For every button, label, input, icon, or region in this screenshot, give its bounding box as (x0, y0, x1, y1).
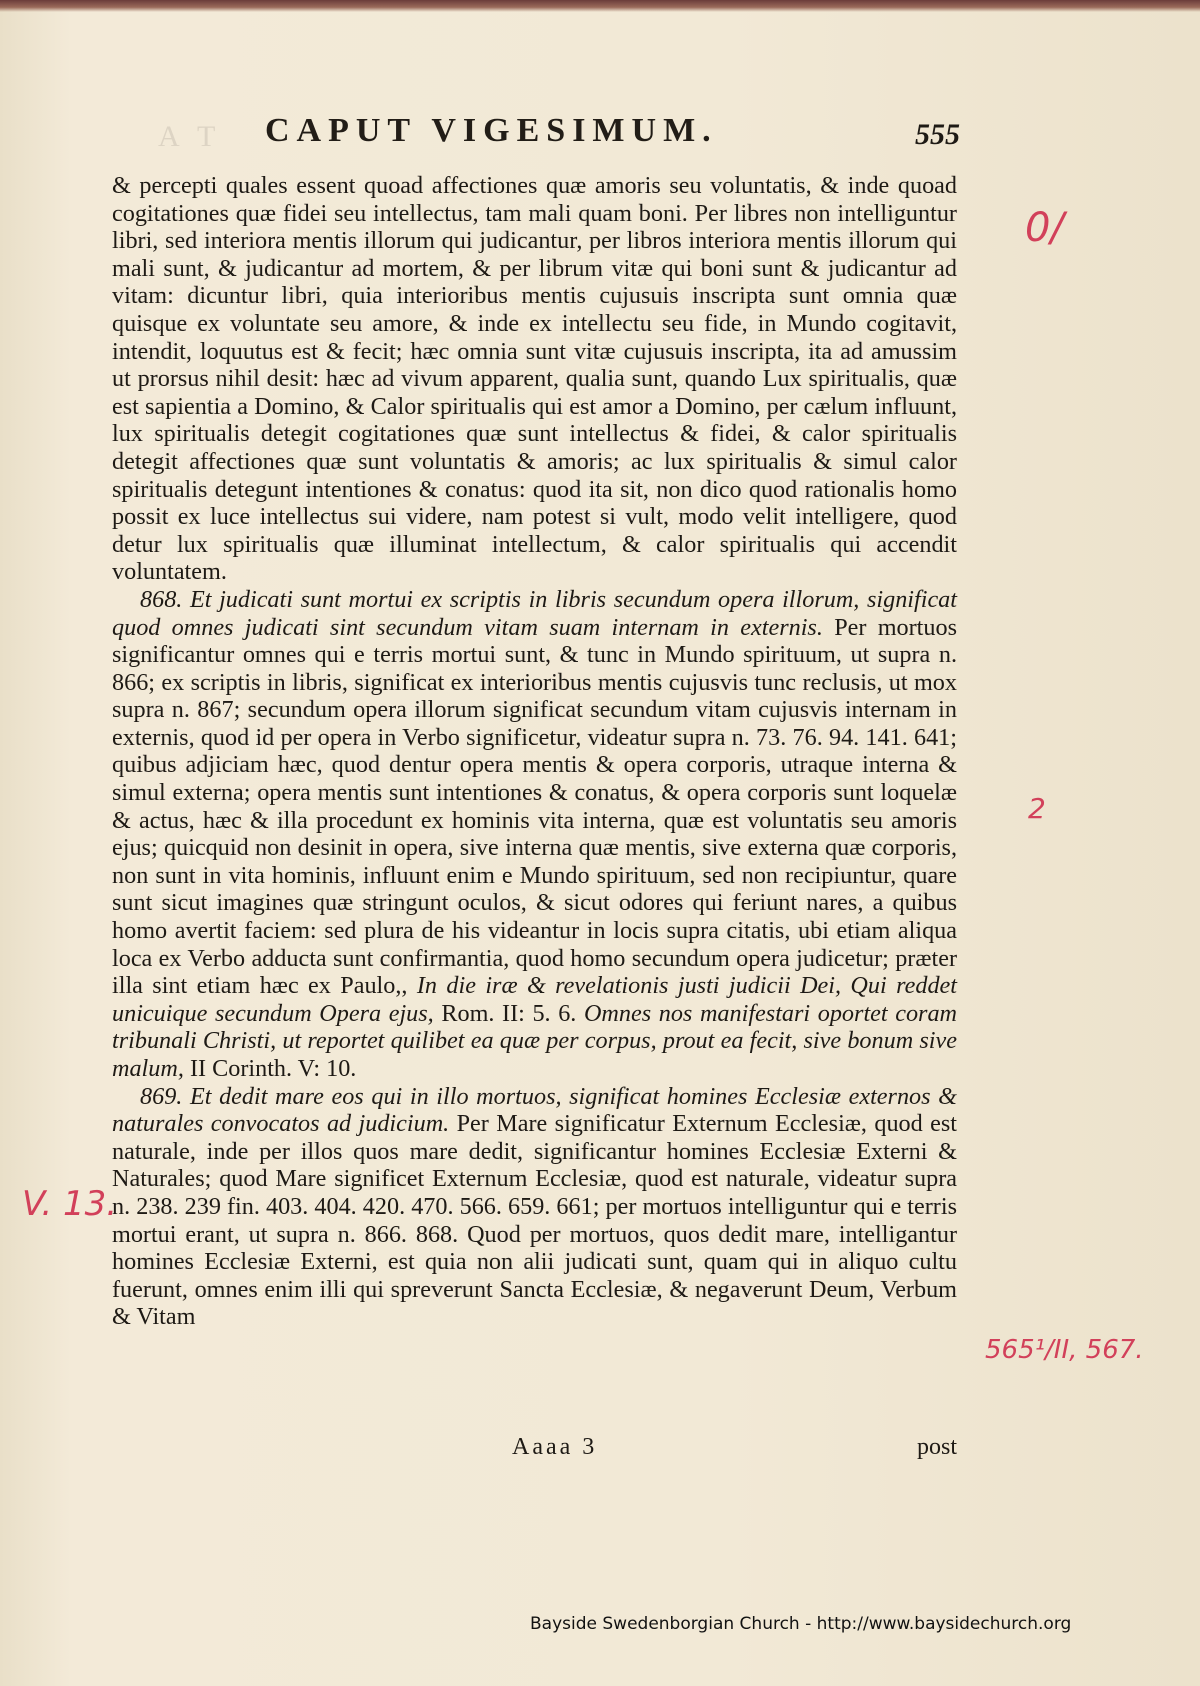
page-header (110, 112, 960, 160)
page-number: 555 (915, 118, 960, 151)
handwritten-annotation: 565¹/II, 567. (985, 1335, 1144, 1365)
paragraph-869 (112, 1083, 957, 1331)
quotation: Omnes nos manifestari oportet coram tribunali Christi, ut reportet quilibet ea quæ per corpus, prout ea fecit, sive bonum sive malum, (112, 999, 958, 1082)
section-number: 868. (140, 585, 183, 613)
page-footer (112, 1434, 957, 1462)
paragraph-continuation: & percepti quales essent quoad affectiones quæ amoris seu voluntatis, & inde quoad cogitationes quæ fidei seu intellectus, tam mali quam boni. Per libres non intelliguntur libri, sed interiora mentis illorum qui judicantur, per libros interiora mentis illorum qui mali sunt, & judicantur ad mortem, & per librum vitæ qui boni sunt & judicantur ad vitam: dicuntur libri, quia interioribus mentis cujusuis inscripta sunt omnia quæ quisque ex voluntate seu amore, & inde ex intellectu seu fide, in Mundo cogitavit, intendit, loquutus est & fecit; hæc omnia sunt vitæ cujusuis inscripta, ita ad amussim ut prorsus nihil desit: hæc ad vivum apparent, qualia sunt, quando Lux spiritualis, quæ est sapientia a Domino, & Calor spiritualis qui est amor a Domino, per cælum influunt, lux spiritualis detegit cogitationes quæ sunt intellectus & fidei, & calor spiritualis detegit affectiones quæ sunt voluntatis & amoris; ac lux spiritualis & simul calor spiritualis detegunt intentiones & conatus: quod ita sit, non dico quod rationalis homo possit ex luce intellectus sui videre, nam potest si vult, modo velit intelligere, quod detur lux spiritualis quæ illuminat intellectum, & calor spiritualis qui accendit voluntatem. (112, 172, 957, 586)
handwritten-annotation: 2 (1028, 792, 1046, 825)
paragraph-868 (112, 586, 957, 1083)
source-credit: Bayside Swedenborgian Church - http://www.baysidechurch.org (530, 1614, 1072, 1634)
quotation: In die iræ & revelationis justi judicii Dei, Qui reddet unicuique secundum Opera ejus, (112, 972, 957, 1027)
reference: II Corinth. V: 10. (189, 1055, 357, 1082)
reference: Rom. II: 5. 6. (441, 999, 577, 1027)
section-heading-italic: Et judicati sunt mortui ex scriptis in libris secundum opera illorum, significat quod omnes judicati sint secundum vitam suam internam in externis. (112, 585, 958, 641)
signature-mark: Aaaa 3 (512, 1434, 598, 1460)
section-text: Per mortuos significantur omnes qui e terris mortui sunt, & tunc in Mundo spirituum, ut supra n. 866; ex scriptis in libris, significat ex interioribus mentis cujusvis tunc reclusis, ut mox supra n. 867; secundum opera illorum significat secundum vitam cujusvis internam in externis, quod id per opera in Verbo significetur, videatur supra n. 73. 76. 94. 141. 641; quibus adjiciam hæc, quod dentur opera mentis & opera corporis, utraque interna & simul externa; opera mentis sunt intentiones & conatus, & opera corporis sunt loquelæ & actus, hæc & illa procedunt ex hominis vita interna, quæ est voluntatis seu amoris ejus; quicquid non desinit in opera, sive interna quæ mentis, sive externa quæ corporis, non sunt in vita hominis, influunt enim e Mundo spirituum, sed non recipiuntur, quare sunt sicut imagines quæ stringunt oculos, & sicut odores qui feriunt nares, a quibus homo avertit faciem: sed plura de his videantur in locis supra citatis, ubi etiam aliqua loca ex Verbo adducta sunt confirmantia, quod homo secundum opera judicetur; præter illa sint etiam hæc ex Paulo,, (112, 613, 957, 1000)
page-top-edge (0, 0, 1200, 12)
section-heading-italic: Et dedit mare eos qui in illo mortuos, significat homines Ecclesiæ externos & naturales convocatos ad judicium. (112, 1082, 957, 1138)
catchword: post (916, 1434, 957, 1460)
bleed-through-text: A T (158, 120, 222, 153)
handwritten-annotation: 0/ (1025, 205, 1064, 251)
handwritten-annotation: V. 13. (22, 1184, 118, 1224)
body-text (112, 172, 957, 1331)
section-text: Per Mare significatur Externum Ecclesiæ, quod est naturale, inde per illos quos mare dedit, significantur homines Ecclesiæ Externi & Naturales; quod Mare significet Externum Ecclesiæ, quod est naturale, videatur supra n. 238. 239 fin. 403. 404. 420. 470. 566. 659. 661; per mortuos intelliguntur qui e terris mortui erant, ut supra n. 866. 868. Quod per mortuos, quos dedit mare, intelligantur homines Ecclesiæ Externi, est quia non alii judicati sunt, quam qui in aliquo cultu fuerunt, omnes enim illi qui spreverunt Sancta Ecclesiæ, & negaverunt Deum, Verbum & Vitam (112, 1110, 957, 1331)
running-head: CAPUT VIGESIMUM. (265, 112, 718, 149)
section-number: 869. (140, 1082, 183, 1110)
